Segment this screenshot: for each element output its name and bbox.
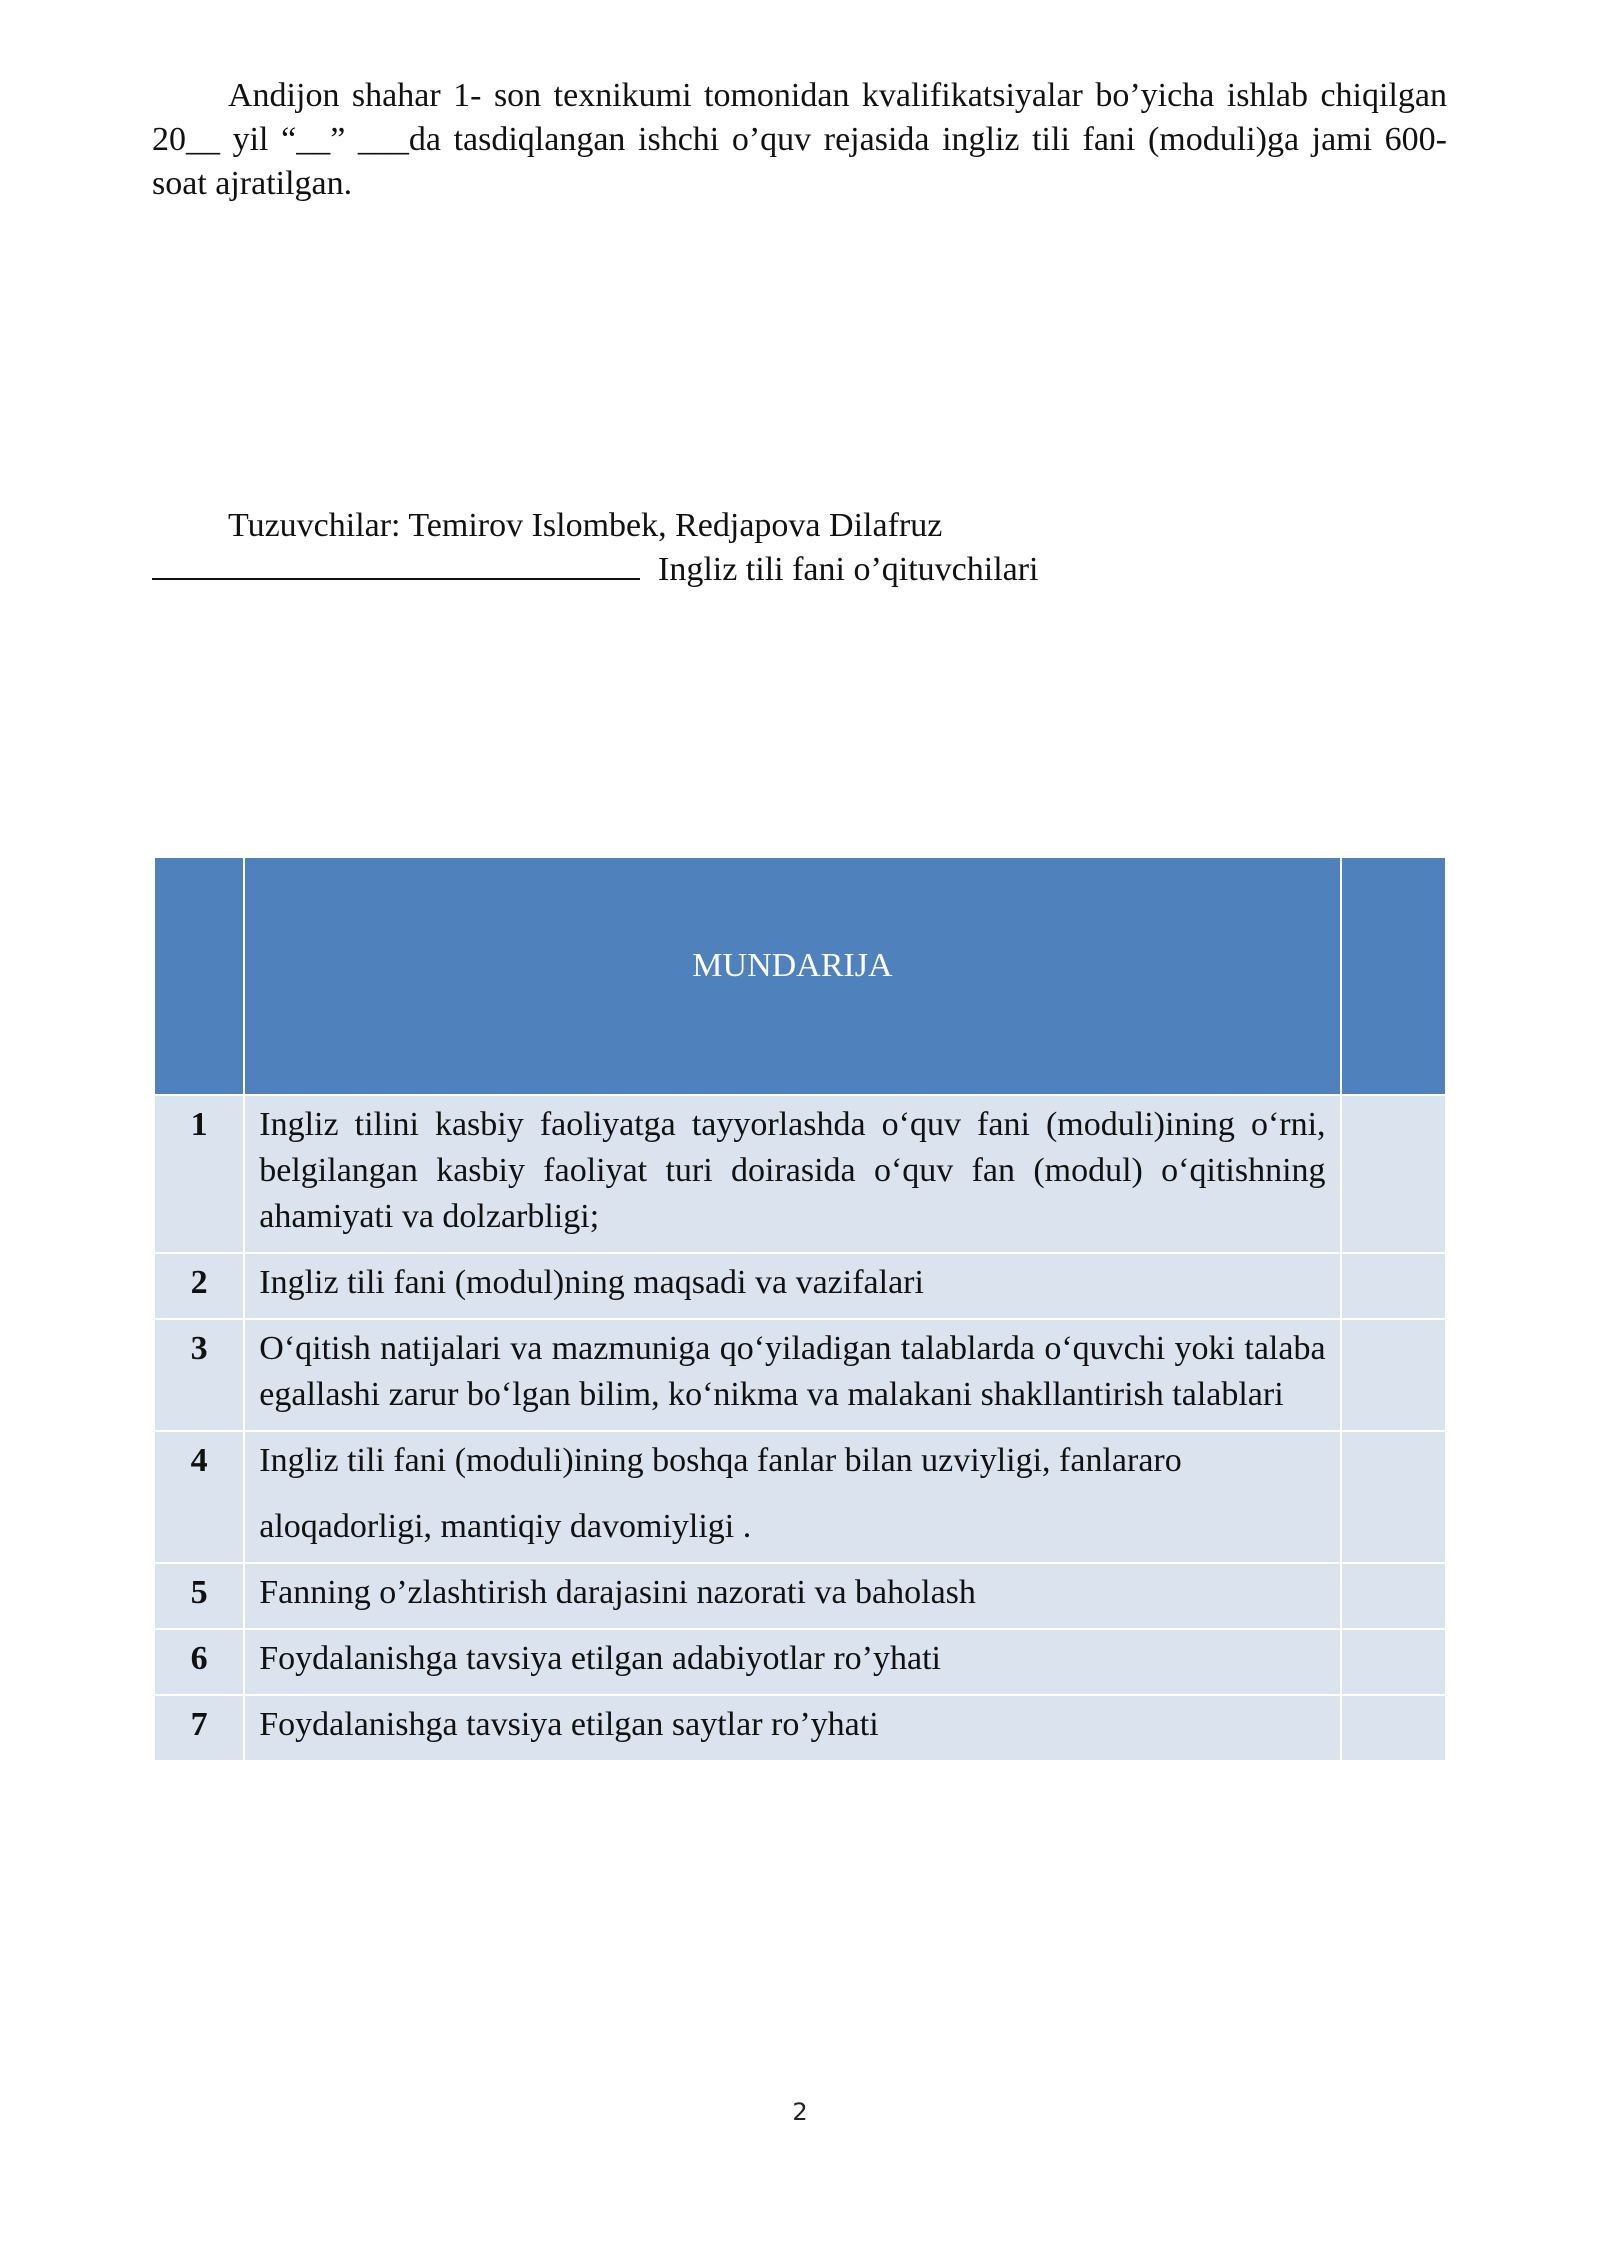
row-number: 4 (154, 1431, 244, 1563)
row-page-cell (1341, 1431, 1446, 1563)
header-page-cell (1341, 857, 1446, 1095)
row-text: Ingliz tili fani (modul)ning maqsadi va vazifalari (244, 1253, 1340, 1319)
row-text (244, 1431, 1340, 1563)
row-page-cell (1341, 1095, 1446, 1253)
table-row (154, 1629, 1446, 1695)
row-number: 5 (154, 1563, 244, 1629)
row-text: O‘qitish natijalari va mazmuniga qo‘yiladigan talablarda o‘quvchi yoki talaba egallashi zarur bo‘lgan bilim, ko‘nikma va malakani shakllantirish talablari (244, 1319, 1340, 1431)
row-number: 1 (154, 1095, 244, 1253)
signature-underline (152, 548, 640, 580)
table-row (154, 1253, 1446, 1319)
table-row (154, 1563, 1446, 1629)
row-page-cell (1341, 1319, 1446, 1431)
contents-title: MUNDARIJA (244, 857, 1340, 1095)
row-text: Fanning o’zlashtirish darajasini nazorati va baholash (244, 1563, 1340, 1629)
row-text: Foydalanishga tavsiya etilgan adabiyotlar ro’yhati (244, 1629, 1340, 1695)
row-page-cell (1341, 1695, 1446, 1761)
table-row (154, 1095, 1446, 1253)
header-num-cell (154, 857, 244, 1095)
intro-paragraph: Andijon shahar 1- son texnikumi tomonidan kvalifikatsiyalar bo’yicha ishlab chiqilgan 20__ yil “__” ___da tasdiqlangan ishchi o’quv rejasida ingliz tili fani (moduli)ga jami 600-soat ajratilgan. (152, 77, 1447, 202)
table-row (154, 1695, 1446, 1761)
table-row (154, 1431, 1446, 1563)
row-number: 2 (154, 1253, 244, 1319)
row-page-cell (1341, 1629, 1446, 1695)
row-page-cell (1341, 1563, 1446, 1629)
row-number: 6 (154, 1629, 244, 1695)
page-number: 2 (792, 2098, 808, 2126)
row-text: Ingliz tilini kasbiy faoliyatga tayyorlashda o‘quv fani (moduli)ining o‘rni, belgilangan kasbiy faoliyat turi doirasida o‘quv fan (modul) o‘qitishning ahamiyati va dolzarbligi; (244, 1095, 1340, 1253)
row-number: 3 (154, 1319, 244, 1431)
row-number: 7 (154, 1695, 244, 1761)
authors-role: Ingliz tili fani o’qituvchilari (658, 551, 1039, 588)
row-page-cell (1341, 1253, 1446, 1319)
contents-header-row (154, 857, 1446, 1095)
contents-table (153, 856, 1447, 1762)
authors-block (152, 504, 1447, 592)
row-text-line2: aloqadorligi, mantiqiy davomiyligi . (259, 1508, 752, 1545)
row-text: Foydalanishga tavsiya etilgan saytlar ro’yhati (244, 1695, 1340, 1761)
row-text-line1: Ingliz tili fani (moduli)ining boshqa fanlar bilan uzviyligi, fanlararo (259, 1442, 1182, 1479)
authors-role-line (152, 548, 1447, 592)
authors-names: Tuzuvchilar: Temirov Islombek, Redjapova Dilafruz (228, 507, 943, 544)
table-row (154, 1319, 1446, 1431)
